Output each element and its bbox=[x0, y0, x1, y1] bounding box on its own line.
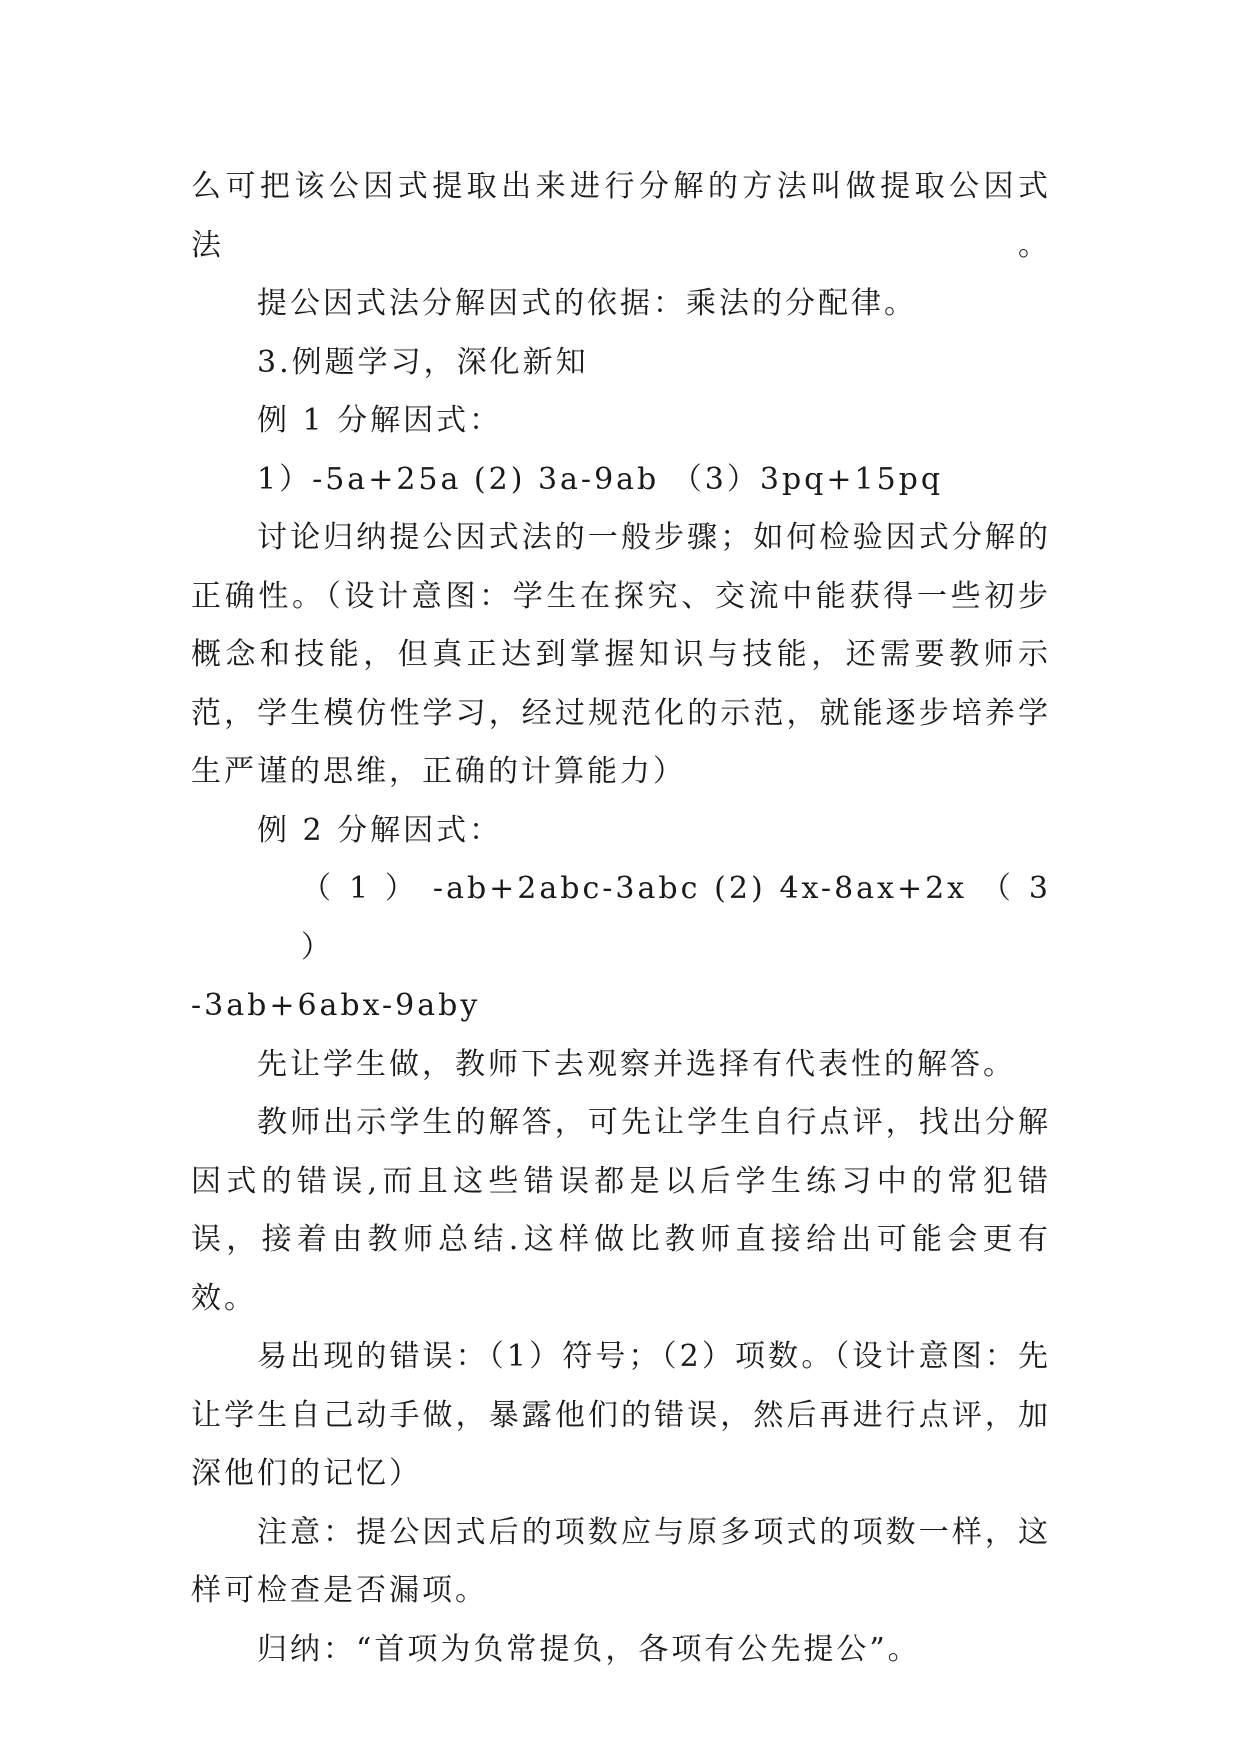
paragraph-text: 提公因式法分解因式的依据：乘法的分配律。 bbox=[257, 286, 917, 321]
paragraph-text: 么可把该公因式提取出来进行分解的方法叫做提取公因式法。 bbox=[191, 169, 1051, 263]
example-1-problems bbox=[191, 451, 1051, 510]
example-2-problems bbox=[191, 860, 1051, 1036]
paragraph-text: 易出现的错误：（1）符号；（2）项数。（设计意图：先让学生自己动手做，暴露他们的错误，然后再进行点评，加深他们的记忆） bbox=[191, 1339, 1051, 1491]
paragraph-text: 3.例题学习，深化新知 bbox=[257, 344, 589, 380]
example-2-problems-line-2: -3ab+6abx-9aby bbox=[191, 988, 481, 1023]
paragraph-text: 注意：提公因式后的项数应与原多项式的项数一样，这样可检查是否漏项。 bbox=[191, 1514, 1051, 1608]
example-2-heading bbox=[191, 802, 1051, 861]
paragraph-text: 讨论归纳提公因式法的一般步骤；如何检验因式分解的正确性。（设计意图：学生在探究、交流中能获得一些初步概念和技能，但真正达到掌握知识与技能，还需要教师示范，学生模仿性学习，经过规范化的示范，就能逐步培养学生严谨的思维，正确的计算能力） bbox=[191, 520, 1051, 789]
example-2-problems-line-1: （ 1 ） -ab+2abc-3abc (2) 4x-8ax+2x （ 3 ） bbox=[301, 871, 1051, 965]
paragraph-common-errors bbox=[191, 1328, 1051, 1504]
paragraph-definition-continued bbox=[191, 158, 1051, 275]
paragraph-discussion bbox=[191, 509, 1051, 802]
paragraph-basis bbox=[191, 275, 1051, 334]
document-body bbox=[191, 158, 1051, 1679]
section-heading-examples bbox=[191, 334, 1051, 393]
paragraph-text: 先让学生做，教师下去观察并选择有代表性的解答。 bbox=[257, 1046, 1016, 1082]
paragraph-summary bbox=[191, 1621, 1051, 1680]
paragraph-teacher-review bbox=[191, 1094, 1051, 1328]
paragraph-text: 例 2 分解因式： bbox=[257, 812, 503, 848]
paragraph-text: 例 1 分解因式： bbox=[257, 403, 503, 438]
paragraph-text: 1）-5a+25a (2) 3a-9ab （3）3pq+15pq bbox=[257, 461, 944, 497]
paragraph-student-practice bbox=[191, 1036, 1051, 1095]
example-1-heading bbox=[191, 392, 1051, 451]
paragraph-text: 归纳：“首项为负常提负，各项有公先提公”。 bbox=[257, 1631, 921, 1667]
paragraph-note bbox=[191, 1504, 1051, 1621]
paragraph-text: 教师出示学生的解答，可先让学生自行点评，找出分解因式的错误,而且这些错误都是以后学生练习中的常犯错误，接着由教师总结.这样做比教师直接给出可能会更有效。 bbox=[191, 1105, 1051, 1316]
